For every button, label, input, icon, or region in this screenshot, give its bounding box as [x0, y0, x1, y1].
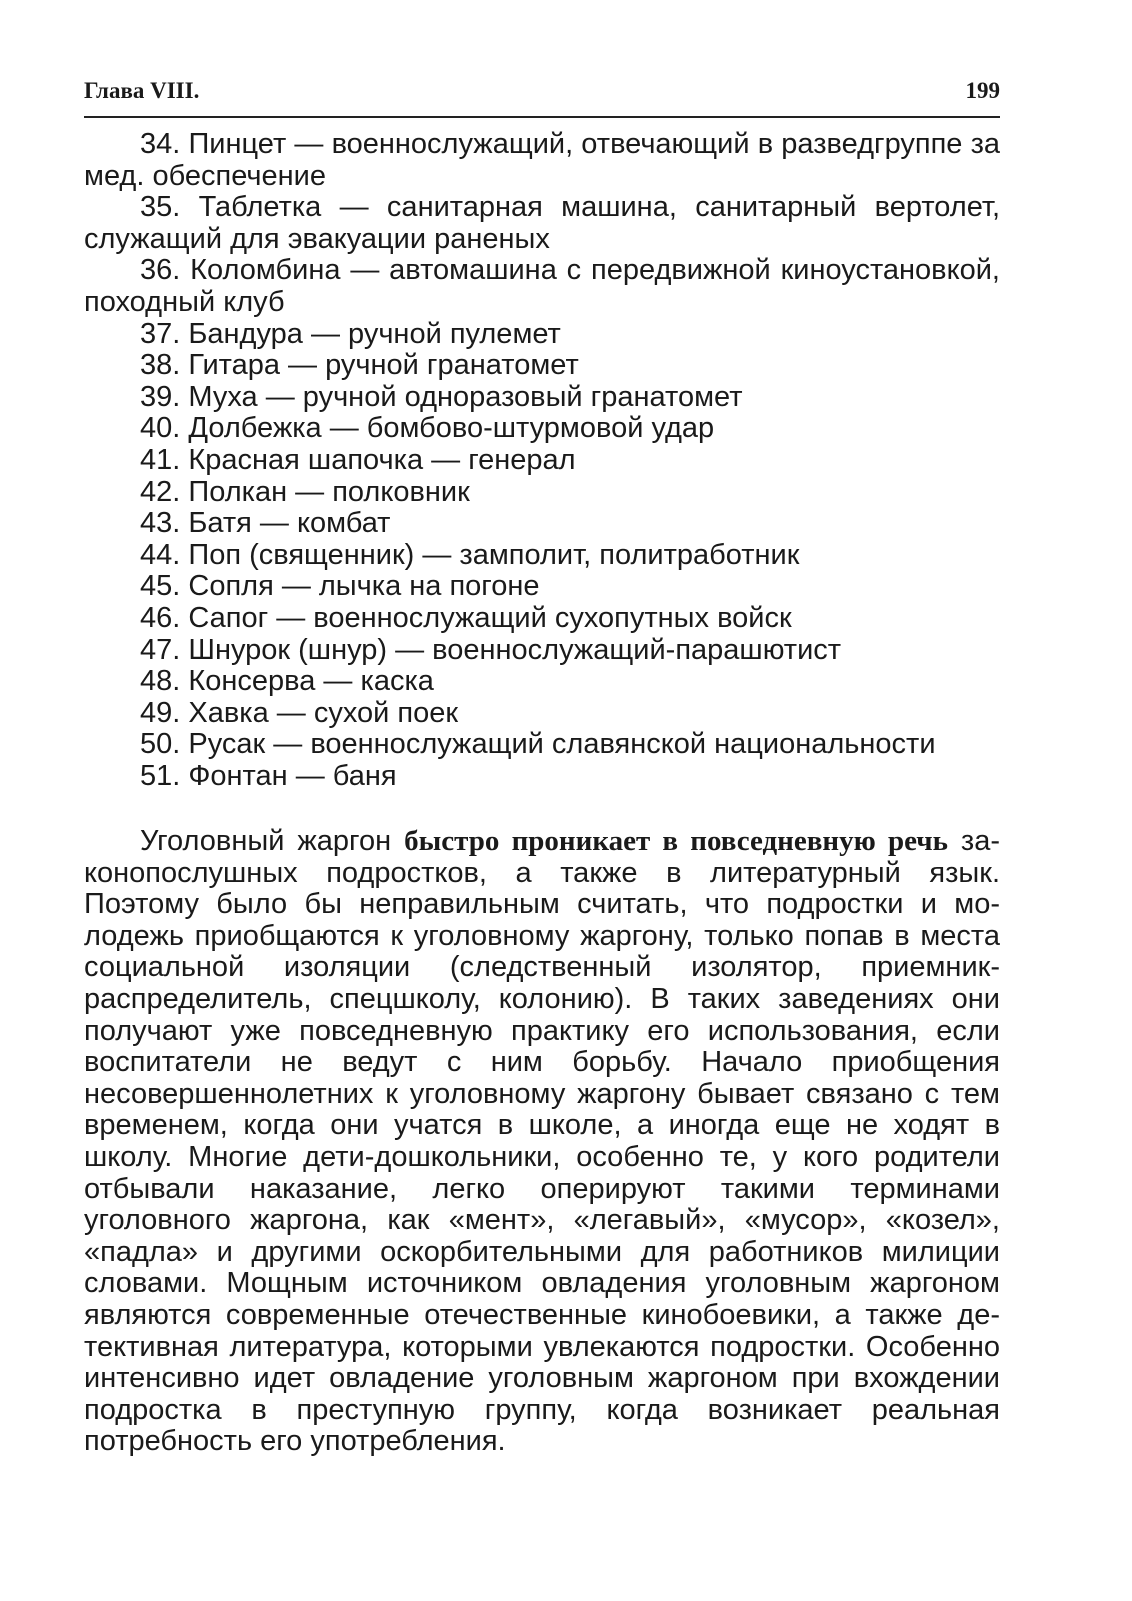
glossary-list	[84, 129, 1000, 792]
list-item: 46. Сапог — военнослужащий сухопутных войск	[140, 601, 792, 634]
paragraph-rest: законопослушных подростков, а также в литературный язык. Поэтому было бы неправильным считать, что подростки и молодежь приобщаются к уголовному жаргону, только попав в места социальной изоляции (следственный изолятор, приемник-распределитель, спецшколу, колонию). В таких заведениях они получают уже повседневную практику его использования, если воспитатели не ведут с ним борьбу. Начало приобщения несовершеннолетних к уголовному жаргону бывает связано с тем временем, когда они учатся в школе, а иногда еще не ходят в школу. Многие дети-дошкольники, особенно те, у кого родители отбывали наказание, легко оперируют такими терминами уголовного жаргона, как «мент», «легавый», «мусор», «козел», «падла» и другими оскорбительными для работников милиции словами. Мощным источником овладения уголовным жаргоном являются современные отечественные кинобоевики, а также детективная литература, которыми увлекаются подростки. Особенно интенсивно идет овладение уголовным жаргоном при вхождении подростка в преступную группу, когда возникает реальная потребность его употребления.	[84, 825, 1001, 1458]
paragraph-lead: Уголовный жаргон	[140, 825, 405, 857]
list-item: 38. Гитара — ручной гранатомет	[140, 349, 579, 382]
list-item: 43. Батя — комбат	[140, 507, 391, 540]
list-item: 49. Хавка — сухой поек	[140, 696, 459, 729]
list-item: 39. Муха — ручной одноразовый гранатомет	[140, 380, 743, 413]
body-paragraph	[84, 826, 1000, 1458]
list-item: 45. Сопля — лычка на погоне	[140, 570, 540, 603]
list-item: 36. Коломбина — автомашина с передвижной киноустановкой, походный клуб	[84, 254, 1000, 318]
list-item: 42. Полкан — полковник	[140, 475, 470, 508]
list-item: 35. Таблетка — санитарная машина, санитарный вертолет, служащий для эвакуации раненых	[84, 191, 1000, 255]
page-number: 199	[965, 78, 1000, 103]
running-head	[84, 78, 1000, 110]
list-item: 44. Поп (священник) — замполит, политработник	[140, 538, 800, 571]
paragraph-emphasis: быстро проникает в повседневную речь	[404, 825, 948, 857]
list-item: 47. Шнурок (шнур) — военнослужащий-парашютист	[140, 633, 842, 666]
list-item: 34. Пинцет — военнослужащий, отвечающий в разведгруппе за мед. обеспечение	[84, 128, 1000, 192]
list-item: 50. Русак — военнослужащий славянской национальности	[140, 728, 936, 761]
list-item: 51. Фонтан — баня	[140, 759, 397, 792]
list-item: 41. Красная шапочка — генерал	[140, 443, 576, 476]
list-item: 40. Долбежка — бомбово-штурмовой удар	[140, 412, 715, 445]
list-item: 37. Бандура — ручной пулемет	[140, 317, 561, 350]
list-item: 48. Консерва — каска	[140, 665, 434, 698]
header-rule	[84, 116, 1000, 118]
chapter-title: Глава VIII.	[84, 78, 200, 103]
